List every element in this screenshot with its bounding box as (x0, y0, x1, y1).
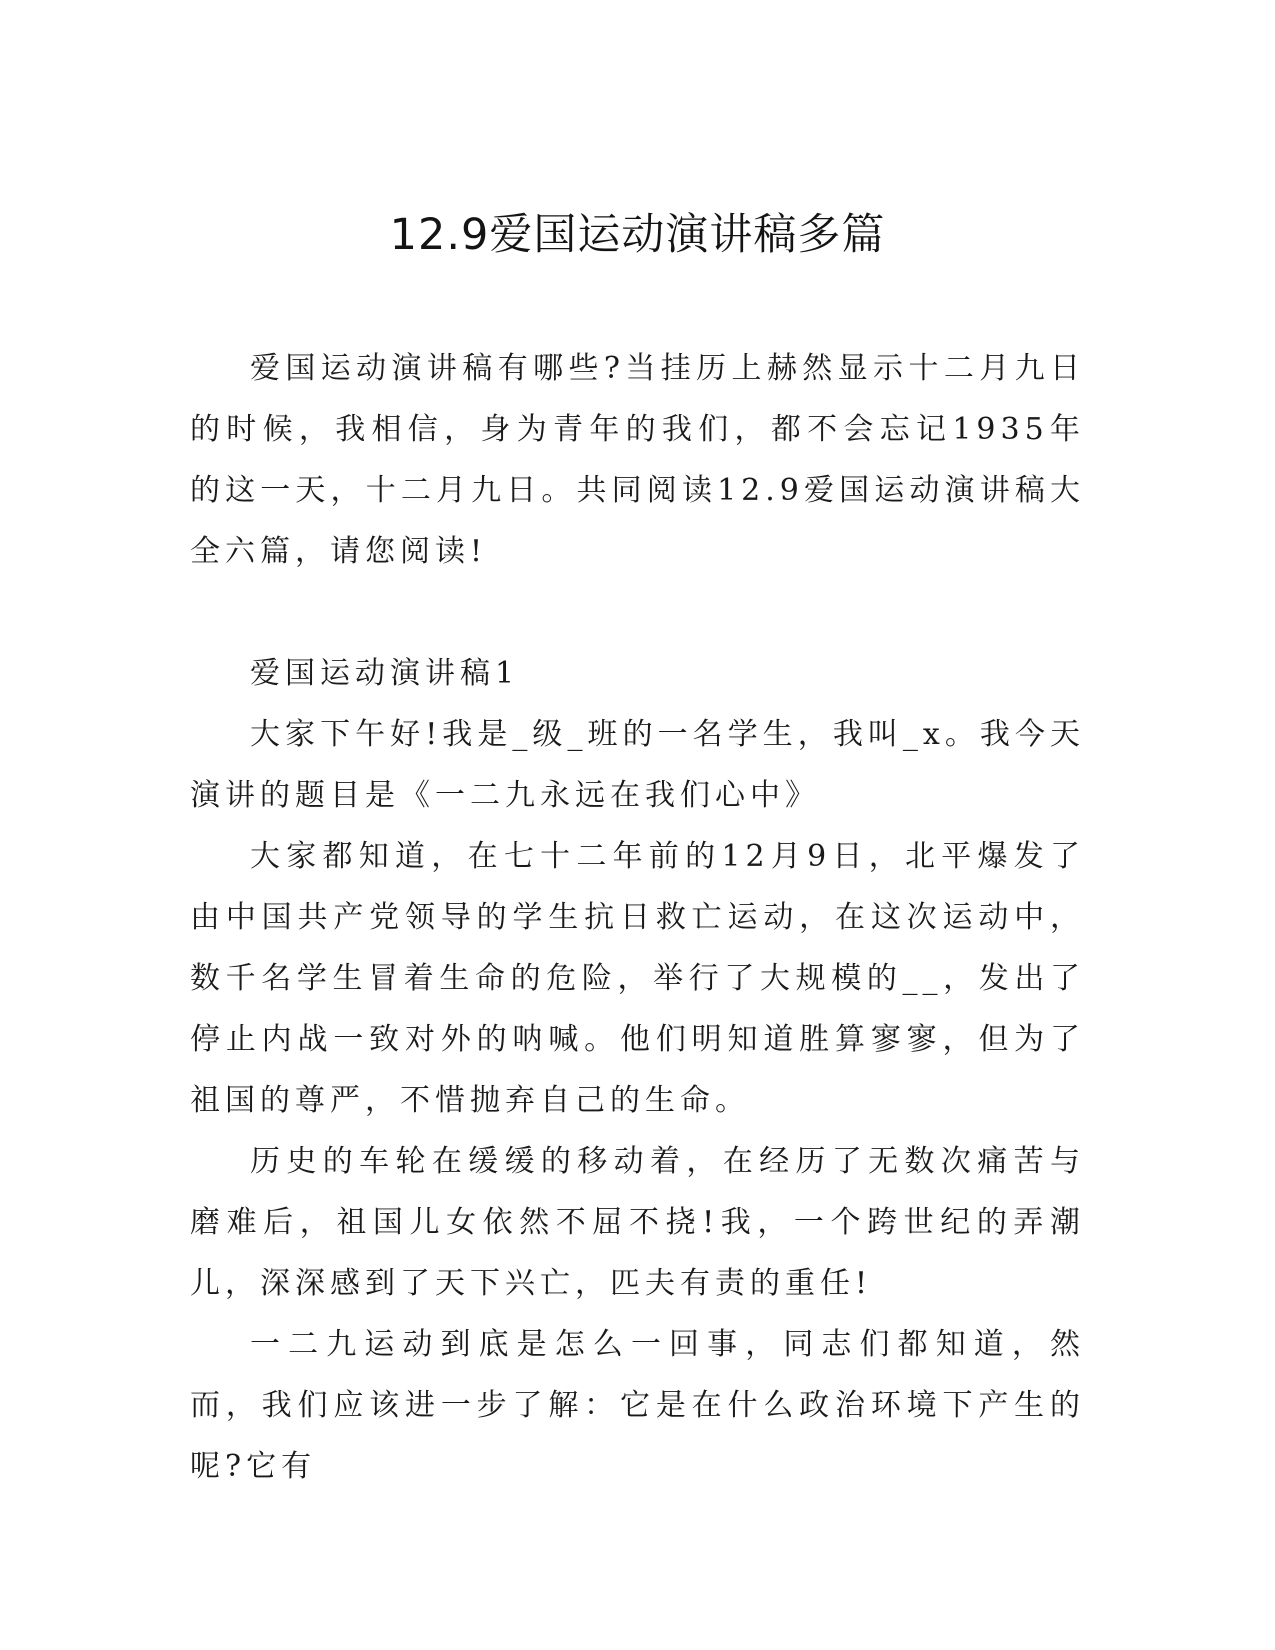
body-paragraph-4: 一二九运动到底是怎么一回事，同志们都知道，然而，我们应该进一步了解：它是在什么政治环境下产生的呢?它有 (190, 1327, 1085, 1484)
body-paragraph-2: 大家都知道，在七十二年前的12月9日，北平爆发了由中国共产党领导的学生抗日救亡运动，在这次运动中，数千名学生冒着生命的危险，举行了大规模的__，发出了停止内战一致对外的呐喊。他们明知道胜算寥寥，但为了祖国的尊严，不惜抛弃自己的生命。 (190, 839, 1085, 1118)
intro-paragraph: 爱国运动演讲稿有哪些?当挂历上赫然显示十二月九日的时候，我相信，身为青年的我们，都不会忘记1935年的这一天，十二月九日。共同阅读12.9爱国运动演讲稿大全六篇，请您阅读! (190, 351, 1085, 569)
document-title: 12.9爱国运动演讲稿多篇 (389, 210, 886, 260)
body-paragraph-3: 历史的车轮在缓缓的移动着，在经历了无数次痛苦与磨难后，祖国儿女依然不屈不挠!我，一个跨世纪的弄潮儿，深深感到了天下兴亡，匹夫有责的重任! (190, 1144, 1085, 1301)
section-heading: 爱国运动演讲稿1 (250, 656, 520, 691)
paragraph-spacer (190, 582, 1085, 643)
body-paragraph-1: 大家下午好!我是_级_班的一名学生，我叫_x。我今天演讲的题目是《一二九永远在我们心中》 (190, 717, 1085, 813)
document-body (190, 338, 1085, 1497)
